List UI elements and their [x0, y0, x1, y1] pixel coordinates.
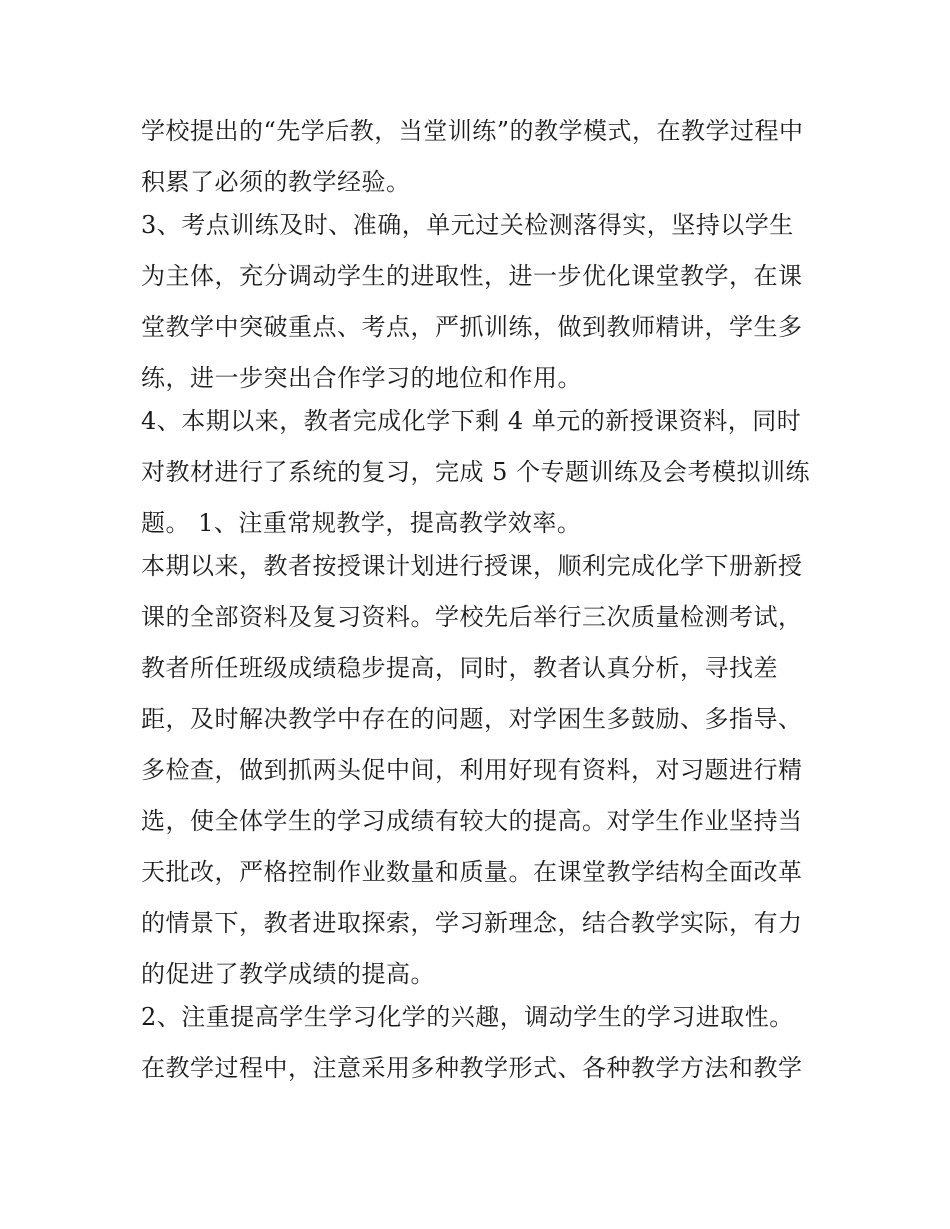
text-line: 在教学过程中，注意采用多种教学形式、各种教学方法和教学 [141, 1054, 803, 1082]
text-line: 的促进了教学成绩的提高。 [141, 960, 435, 988]
text-line: 学校提出的“先学后教，当堂训练”的教学模式，在教学过程中 [141, 117, 804, 145]
text-line: 多检查，做到抓两头促中间，利用好现有资料，对习题进行精 [141, 756, 803, 784]
document-body [141, 113, 821, 1101]
text-line: 题。 1、注重常规教学，提高教学效率。 [141, 509, 582, 537]
text-line: 堂教学中突破重点、考点，严抓训练，做到教师精讲，学生多 [141, 313, 803, 341]
text-line: 积累了必须的教学经验。 [141, 168, 411, 196]
text-line: 天批改，严格控制作业数量和质量。在课堂教学结构全面改革 [141, 858, 803, 886]
text-line: 对教材进行了系统的复习，完成 5 个专题训练及会考模拟训练 [141, 458, 811, 486]
text-line: 课的全部资料及复习资料。学校先后举行三次质量检测考试， [141, 603, 803, 631]
text-line: 2、注重提高学生学习化学的兴趣，调动学生的学习进取性。 [141, 1003, 794, 1031]
text-line: 3、考点训练及时、准确，单元过关检测落得实，坚持以学生 [141, 211, 794, 239]
text-line: 距，及时解决教学中存在的问题，对学困生多鼓励、多指导、 [141, 705, 803, 733]
text-line: 练，进一步突出合作学习的地位和作用。 [141, 364, 582, 392]
text-line: 教者所任班级成绩稳步提高，同时，教者认真分析，寻找差 [141, 654, 778, 682]
text-line: 4、本期以来，教者完成化学下剩 4 单元的新授课资料，同时 [141, 407, 802, 435]
text-line: 的情景下，教者进取探索，学习新理念，结合教学实际，有力 [141, 909, 803, 937]
text-line: 本期以来，教者按授课计划进行授课，顺利完成化学下册新授 [141, 552, 803, 580]
text-line: 为主体，充分调动学生的进取性，进一步优化课堂教学，在课 [141, 262, 803, 290]
text-line: 选，使全体学生的学习成绩有较大的提高。对学生作业坚持当 [141, 807, 803, 835]
